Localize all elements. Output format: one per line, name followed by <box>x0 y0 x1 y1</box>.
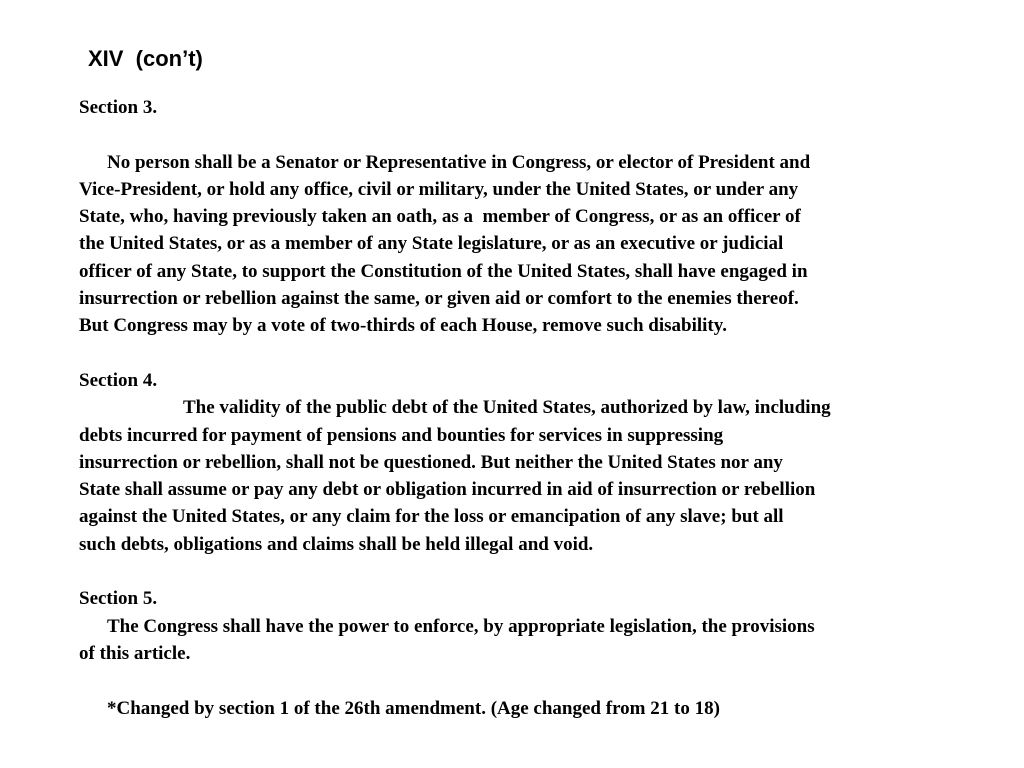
section-3-line: insurrection or rebellion against the same, or given aid or comfort to the enemies thereof. <box>79 288 799 310</box>
section-3-line: No person shall be a Senator or Representative in Congress, or elector of President and <box>107 151 811 173</box>
section-3-heading: Section 3. <box>79 97 158 118</box>
section-4-heading: Section 4. <box>79 369 158 391</box>
footnote: *Changed by section 1 of the 26th amendment. (Age changed from 21 to 18) <box>107 697 720 719</box>
blank-line <box>79 558 979 585</box>
section-4-line: such debts, obligations and claims shall be held illegal and void. <box>79 533 594 555</box>
blank-line <box>79 121 979 148</box>
document-body <box>79 94 979 722</box>
slide-title: XIV (con’t) <box>88 46 203 71</box>
section-3-line: State, who, having previously taken an oath, as a member of Congress, or as an officer of <box>79 206 801 228</box>
section-3-line: Vice-President, or hold any office, civil or military, under the United States, or under any <box>79 178 799 200</box>
section-4-line: against the United States, or any claim for the loss or emancipation of any slave; but all <box>79 506 784 528</box>
section-5-heading: Section 5. <box>79 588 158 610</box>
section-4-line: debts incurred for payment of pensions and bounties for services in suppressing <box>79 424 724 446</box>
section-4-line: State shall assume or pay any debt or obligation incurred in aid of insurrection or rebellion <box>79 479 816 501</box>
section-4-line: insurrection or rebellion, shall not be questioned. But neither the United States nor any <box>79 451 783 473</box>
section-3-line: the United States, or as a member of any State legislature, or as an executive or judicial <box>79 233 784 255</box>
section-3-line: But Congress may by a vote of two-thirds of each House, remove such disability. <box>79 315 727 337</box>
section-5-line: of this article. <box>79 642 191 664</box>
section-5-line: The Congress shall have the power to enforce, by appropriate legislation, the provisions <box>107 615 815 637</box>
section-4-line: The validity of the public debt of the United States, authorized by law, including <box>183 397 831 419</box>
section-3-line: officer of any State, to support the Constitution of the United States, shall have engaged in <box>79 260 808 282</box>
blank-line <box>79 667 979 694</box>
blank-line <box>79 340 979 367</box>
